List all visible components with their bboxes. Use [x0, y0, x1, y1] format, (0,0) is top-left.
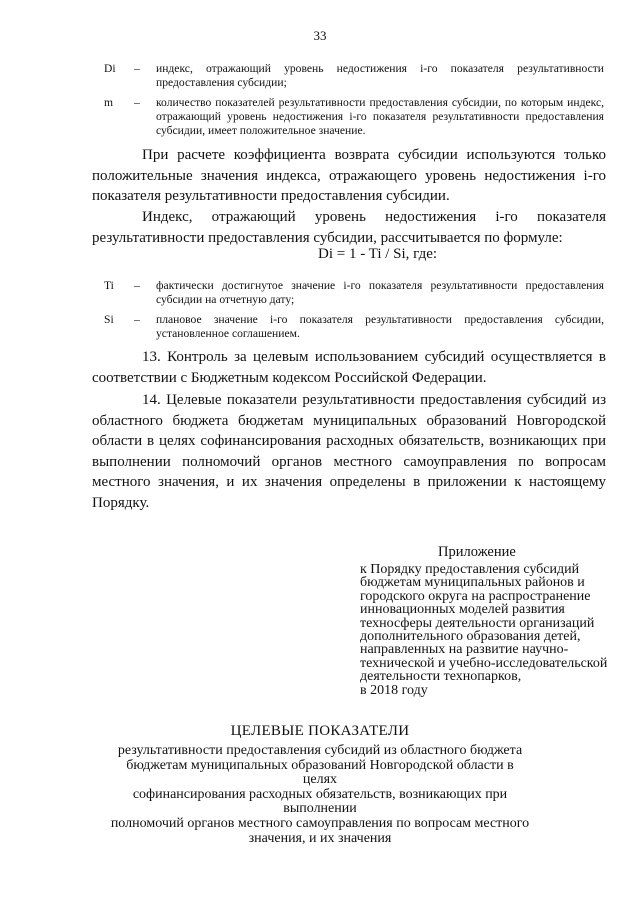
- definition-text: плановое значение i-го показателя результативности предоставления субсидии, установленное соглашением.: [156, 313, 604, 340]
- appendix-line: в 2018 году: [360, 682, 428, 698]
- paragraph-13: 13. Контроль за целевым использованием субсидий осуществляется в соответствии с Бюджетным кодексом Российской Федерации.: [92, 349, 606, 386]
- definition-si: [104, 313, 604, 341]
- appendix-line: деятельности технопарков,: [360, 669, 522, 685]
- appendix-line: техносферы деятельности организаций: [360, 615, 595, 631]
- appendix-reference: [360, 563, 610, 697]
- paragraph-14: 14. Целевые показатели результативности предоставления субсидий из областного бюджета бюджетам муниципальных образований Новгородской области в целях софинансирования расходных обязательств, возникающих при выполнении полномочий органов местного самоуправления по вопросам местного значения, и их значения определены в приложении к настоящему Порядку.: [92, 392, 606, 511]
- definition-symbol: Si: [104, 313, 114, 326]
- paragraph-index-formula-intro: Индекс, отражающий уровень недостижения i-го показателя результативности предоставления субсидии, рассчитывается по формуле:: [92, 209, 606, 246]
- appendix-line: дополнительного образования детей,: [360, 629, 581, 645]
- definition-dash: –: [134, 96, 140, 109]
- definition-symbol: Ti: [104, 279, 114, 292]
- subtitle-line: софинансирования расходных обязательств, возникающих при выполнении: [132, 786, 508, 817]
- formula: Di = 1 - Ti / Si, где:: [318, 246, 438, 262]
- subtitle-line: полномочий органов местного самоуправления по вопросам местного: [110, 815, 530, 831]
- page-number: 33: [313, 28, 327, 43]
- appendix-line: бюджетам муниципальных районов и: [360, 575, 585, 591]
- appendix-line: направленных на развитие научно-: [360, 642, 569, 658]
- definition-m: [104, 96, 604, 138]
- definition-dash: –: [134, 279, 140, 292]
- definition-symbol: Di: [104, 62, 116, 75]
- definition-text: индекс, отражающий уровень недостижения i-го показателя результативности предоставления субсидии;: [156, 62, 604, 89]
- definition-dash: –: [134, 62, 140, 75]
- subtitle-line: значения, и их значения: [248, 830, 392, 846]
- subtitle-line: результативности предоставления субсидий из областного бюджета: [117, 743, 523, 758]
- appendix-line: инновационных моделей развития: [360, 602, 565, 618]
- document-subtitle: [110, 744, 530, 846]
- definition-di: [104, 62, 604, 90]
- paragraph-positive-values: При расчете коэффициента возврата субсидии используются только положительные значения индекса, отражающего уровень недостижения i-го показателя результативности предоставления субсидии.: [92, 147, 606, 204]
- definition-text: фактически достигнутое значение i-го показателя результативности предоставления субсидии на отчетную дату;: [156, 279, 604, 306]
- definition-symbol: m: [104, 96, 114, 109]
- appendix-heading: Приложение: [438, 544, 516, 560]
- appendix-line: технической и учебно-исследовательской: [360, 655, 608, 671]
- appendix-line: к Порядку предоставления субсидий: [360, 562, 580, 577]
- subtitle-line: бюджетам муниципальных образований Новгородской области в целях: [126, 757, 514, 788]
- document-title: ЦЕЛЕВЫЕ ПОКАЗАТЕЛИ: [230, 723, 410, 739]
- appendix-line: городского округа на распространение: [360, 588, 591, 604]
- definition-dash: –: [134, 313, 140, 326]
- definition-ti: [104, 279, 604, 307]
- definition-text: количество показателей результативности предоставления субсидии, по которым индекс, отражающий уровень недостижения i-го показателя результативности предоставления субсидии, имеет положительное значение.: [156, 96, 604, 137]
